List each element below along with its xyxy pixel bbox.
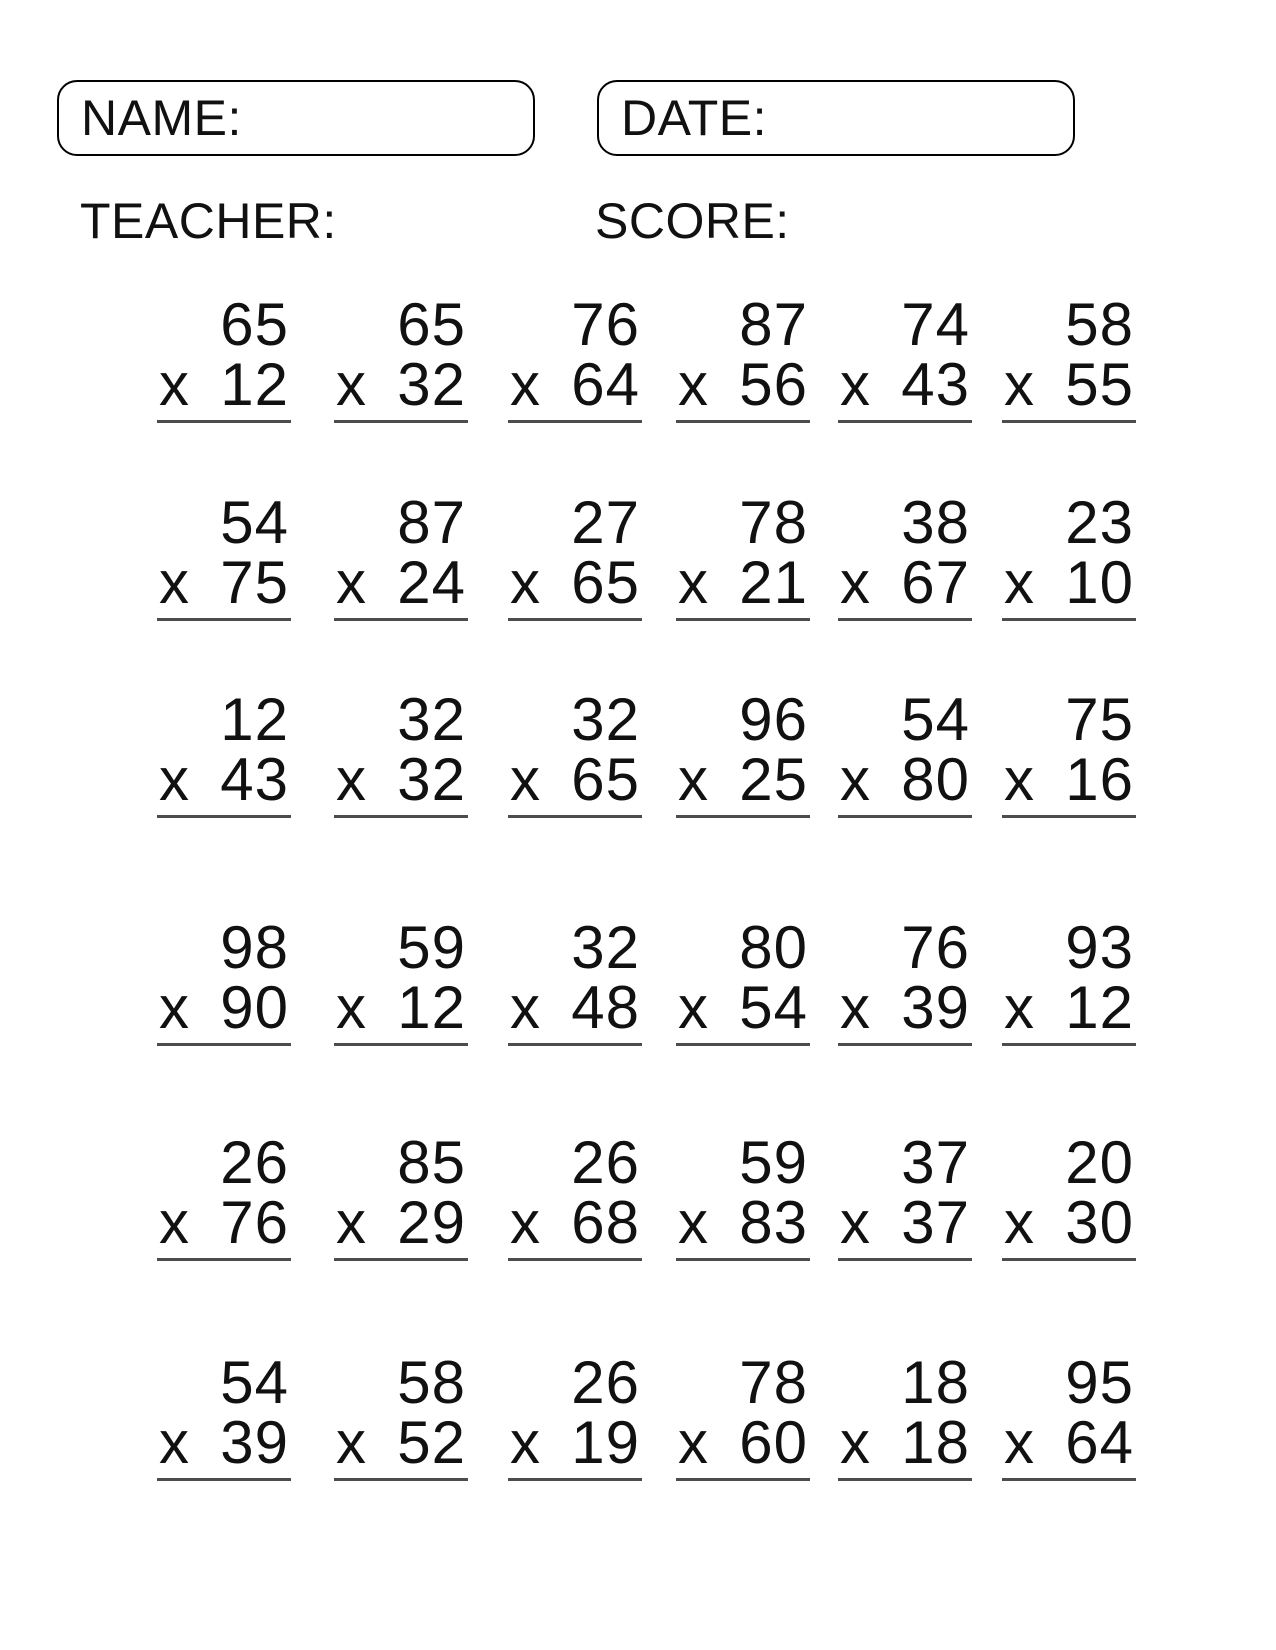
multiply-operator: x: [510, 1189, 540, 1256]
multiplier: 39: [901, 974, 970, 1041]
multiply-operator: x: [336, 746, 366, 813]
answer-line: [838, 1478, 972, 1481]
multiply-operator: x: [159, 746, 189, 813]
multiplier-row: [508, 1189, 642, 1256]
name-label: NAME:: [81, 90, 242, 146]
problem-cell: [1002, 914, 1136, 1046]
answer-line: [838, 1258, 972, 1261]
multiplicand: 26: [571, 1349, 640, 1416]
multiplier: 39: [220, 1409, 289, 1476]
multiply-operator: x: [1004, 974, 1034, 1041]
problem-cell: [157, 489, 291, 621]
multiplier: 32: [397, 351, 466, 418]
answer-line: [508, 1043, 642, 1046]
problem-cell: [157, 291, 291, 423]
multiply-operator: x: [510, 549, 540, 616]
answer-line: [157, 815, 291, 818]
multiplier-row: [508, 351, 642, 418]
answer-line: [1002, 1258, 1136, 1261]
multiplier: 80: [901, 746, 970, 813]
multiplier-row: [157, 746, 291, 813]
multiplier-row: [334, 746, 468, 813]
multiplier: 76: [220, 1189, 289, 1256]
multiplier: 29: [397, 1189, 466, 1256]
multiplicand: 12: [220, 686, 289, 753]
multiplier-row: [838, 549, 972, 616]
problem-cell: [508, 291, 642, 423]
multiplier: 18: [901, 1409, 970, 1476]
answer-line: [157, 1043, 291, 1046]
multiplicand: 54: [220, 489, 289, 556]
problem-cell: [838, 291, 972, 423]
multiply-operator: x: [678, 974, 708, 1041]
problem-cell: [676, 1129, 810, 1261]
multiplicand: 78: [739, 1349, 808, 1416]
multiplier-row: [157, 1409, 291, 1476]
answer-line: [334, 1043, 468, 1046]
problem-cell: [838, 914, 972, 1046]
problem-cell: [508, 489, 642, 621]
multiplier-row: [334, 974, 468, 1041]
multiplier-row: [157, 1189, 291, 1256]
multiplicand: 38: [901, 489, 970, 556]
multiplier: 68: [571, 1189, 640, 1256]
problem-cell: [334, 914, 468, 1046]
multiplicand: 87: [397, 489, 466, 556]
multiplier: 12: [1065, 974, 1134, 1041]
answer-line: [508, 815, 642, 818]
answer-line: [508, 1478, 642, 1481]
problem-cell: [838, 489, 972, 621]
multiplier: 64: [1065, 1409, 1134, 1476]
multiply-operator: x: [1004, 1189, 1034, 1256]
problem-cell: [334, 1129, 468, 1261]
multiplicand: 18: [901, 1349, 970, 1416]
multiplicand: 85: [397, 1129, 466, 1196]
multiplier-row: [334, 1189, 468, 1256]
answer-line: [157, 1478, 291, 1481]
date-label: DATE:: [621, 90, 768, 146]
multiplier-row: [838, 746, 972, 813]
multiplier: 19: [571, 1409, 640, 1476]
answer-line: [508, 420, 642, 423]
answer-line: [838, 618, 972, 621]
multiplier-row: [334, 351, 468, 418]
multiply-operator: x: [678, 746, 708, 813]
problem-cell: [1002, 1129, 1136, 1261]
answer-line: [838, 815, 972, 818]
multiplicand: 87: [739, 291, 808, 358]
multiply-operator: x: [510, 1409, 540, 1476]
multiply-operator: x: [678, 1189, 708, 1256]
multiplier-row: [1002, 351, 1136, 418]
multiplier: 12: [220, 351, 289, 418]
multiplier: 56: [739, 351, 808, 418]
multiplier-row: [1002, 1409, 1136, 1476]
multiplicand: 58: [1065, 291, 1134, 358]
multiply-operator: x: [678, 1409, 708, 1476]
answer-line: [838, 1043, 972, 1046]
multiplier-row: [157, 974, 291, 1041]
problem-cell: [1002, 489, 1136, 621]
answer-line: [676, 1043, 810, 1046]
multiplicand: 32: [571, 686, 640, 753]
multiply-operator: x: [336, 1409, 366, 1476]
problem-cell: [1002, 686, 1136, 818]
multiplier-row: [508, 1409, 642, 1476]
answer-line: [676, 1478, 810, 1481]
multiplier-row: [676, 746, 810, 813]
multiplier: 32: [397, 746, 466, 813]
problem-cell: [157, 914, 291, 1046]
multiplier-row: [157, 351, 291, 418]
answer-line: [838, 420, 972, 423]
multiplier: 90: [220, 974, 289, 1041]
multiplier: 21: [739, 549, 808, 616]
answer-line: [508, 618, 642, 621]
multiply-operator: x: [1004, 746, 1034, 813]
multiply-operator: x: [840, 1409, 870, 1476]
multiply-operator: x: [1004, 351, 1034, 418]
problem-cell: [838, 1349, 972, 1481]
problem-cell: [676, 489, 810, 621]
multiplicand: 80: [739, 914, 808, 981]
problem-cell: [676, 1349, 810, 1481]
multiplicand: 93: [1065, 914, 1134, 981]
problem-cell: [838, 1129, 972, 1261]
multiply-operator: x: [159, 1189, 189, 1256]
multiplier: 54: [739, 974, 808, 1041]
multiplicand: 76: [901, 914, 970, 981]
answer-line: [334, 420, 468, 423]
multiplier-row: [838, 1409, 972, 1476]
multiplier: 55: [1065, 351, 1134, 418]
answer-line: [1002, 815, 1136, 818]
problem-cell: [838, 686, 972, 818]
multiplier: 43: [220, 746, 289, 813]
multiplier-row: [676, 1409, 810, 1476]
multiply-operator: x: [336, 549, 366, 616]
multiplier: 24: [397, 549, 466, 616]
answer-line: [334, 1258, 468, 1261]
multiplicand: 58: [397, 1349, 466, 1416]
problem-cell: [1002, 291, 1136, 423]
problem-cell: [676, 291, 810, 423]
answer-line: [676, 420, 810, 423]
score-label: SCORE:: [595, 193, 790, 249]
problem-cell: [508, 1129, 642, 1261]
answer-line: [157, 1258, 291, 1261]
multiplicand: 98: [220, 914, 289, 981]
answer-line: [508, 1258, 642, 1261]
multiplier-row: [1002, 1189, 1136, 1256]
multiplier-row: [676, 1189, 810, 1256]
multiplier-row: [676, 549, 810, 616]
problem-cell: [334, 291, 468, 423]
multiply-operator: x: [336, 351, 366, 418]
problem-cell: [508, 1349, 642, 1481]
multiply-operator: x: [159, 1409, 189, 1476]
date-field-box: [597, 80, 1075, 156]
multiplicand: 59: [739, 1129, 808, 1196]
multiplier: 64: [571, 351, 640, 418]
multiplicand: 23: [1065, 489, 1134, 556]
multiplicand: 32: [571, 914, 640, 981]
answer-line: [1002, 1043, 1136, 1046]
problem-cell: [157, 1349, 291, 1481]
multiplier-row: [838, 1189, 972, 1256]
multiplier: 52: [397, 1409, 466, 1476]
multiplicand: 74: [901, 291, 970, 358]
multiply-operator: x: [840, 974, 870, 1041]
problem-cell: [676, 914, 810, 1046]
problem-cell: [334, 489, 468, 621]
multiplicand: 59: [397, 914, 466, 981]
multiplicand: 95: [1065, 1349, 1134, 1416]
multiplier: 48: [571, 974, 640, 1041]
multiply-operator: x: [840, 351, 870, 418]
answer-line: [676, 618, 810, 621]
multiply-operator: x: [840, 549, 870, 616]
problem-cell: [508, 914, 642, 1046]
answer-line: [157, 618, 291, 621]
multiplier: 12: [397, 974, 466, 1041]
multiplicand: 54: [220, 1349, 289, 1416]
answer-line: [157, 420, 291, 423]
multiplier: 83: [739, 1189, 808, 1256]
multiplicand: 27: [571, 489, 640, 556]
multiplier-row: [1002, 746, 1136, 813]
multiplicand: 54: [901, 686, 970, 753]
multiply-operator: x: [840, 746, 870, 813]
multiplicand: 32: [397, 686, 466, 753]
multiplier-row: [157, 549, 291, 616]
multiply-operator: x: [1004, 549, 1034, 616]
multiply-operator: x: [159, 549, 189, 616]
multiplicand: 26: [571, 1129, 640, 1196]
multiplier-row: [676, 974, 810, 1041]
problem-cell: [334, 686, 468, 818]
multiplicand: 20: [1065, 1129, 1134, 1196]
answer-line: [334, 618, 468, 621]
answer-line: [676, 815, 810, 818]
multiplier-row: [1002, 549, 1136, 616]
answer-line: [334, 1478, 468, 1481]
multiplier: 65: [571, 549, 640, 616]
name-field-box: [57, 80, 535, 156]
multiplicand: 76: [571, 291, 640, 358]
multiplier-row: [508, 746, 642, 813]
multiplier: 16: [1065, 746, 1134, 813]
answer-line: [1002, 618, 1136, 621]
answer-line: [334, 815, 468, 818]
multiplier-row: [508, 974, 642, 1041]
multiply-operator: x: [336, 974, 366, 1041]
multiplier-row: [508, 549, 642, 616]
multiplier: 67: [901, 549, 970, 616]
multiplicand: 37: [901, 1129, 970, 1196]
multiplicand: 26: [220, 1129, 289, 1196]
multiply-operator: x: [510, 974, 540, 1041]
answer-line: [1002, 1478, 1136, 1481]
multiply-operator: x: [678, 351, 708, 418]
multiplier: 60: [739, 1409, 808, 1476]
multiplicand: 65: [220, 291, 289, 358]
multiplicand: 78: [739, 489, 808, 556]
multiplicand: 65: [397, 291, 466, 358]
multiplier-row: [1002, 974, 1136, 1041]
multiply-operator: x: [1004, 1409, 1034, 1476]
problem-cell: [676, 686, 810, 818]
multiplier-row: [838, 974, 972, 1041]
teacher-label: TEACHER:: [80, 193, 337, 249]
multiply-operator: x: [510, 746, 540, 813]
multiplicand: 96: [739, 686, 808, 753]
answer-line: [1002, 420, 1136, 423]
multiplier: 75: [220, 549, 289, 616]
multiply-operator: x: [159, 974, 189, 1041]
multiplier: 43: [901, 351, 970, 418]
multiplicand: 75: [1065, 686, 1134, 753]
multiplier-row: [676, 351, 810, 418]
problem-cell: [508, 686, 642, 818]
problem-cell: [157, 686, 291, 818]
multiplier: 37: [901, 1189, 970, 1256]
multiplier: 65: [571, 746, 640, 813]
multiply-operator: x: [336, 1189, 366, 1256]
multiply-operator: x: [678, 549, 708, 616]
multiplier-row: [838, 351, 972, 418]
multiply-operator: x: [510, 351, 540, 418]
answer-line: [676, 1258, 810, 1261]
multiply-operator: x: [159, 351, 189, 418]
problem-cell: [334, 1349, 468, 1481]
multiplier-row: [334, 1409, 468, 1476]
multiplier: 25: [739, 746, 808, 813]
multiplier-row: [334, 549, 468, 616]
multiplier: 10: [1065, 549, 1134, 616]
problem-cell: [1002, 1349, 1136, 1481]
multiplier: 30: [1065, 1189, 1134, 1256]
problem-cell: [157, 1129, 291, 1261]
multiply-operator: x: [840, 1189, 870, 1256]
